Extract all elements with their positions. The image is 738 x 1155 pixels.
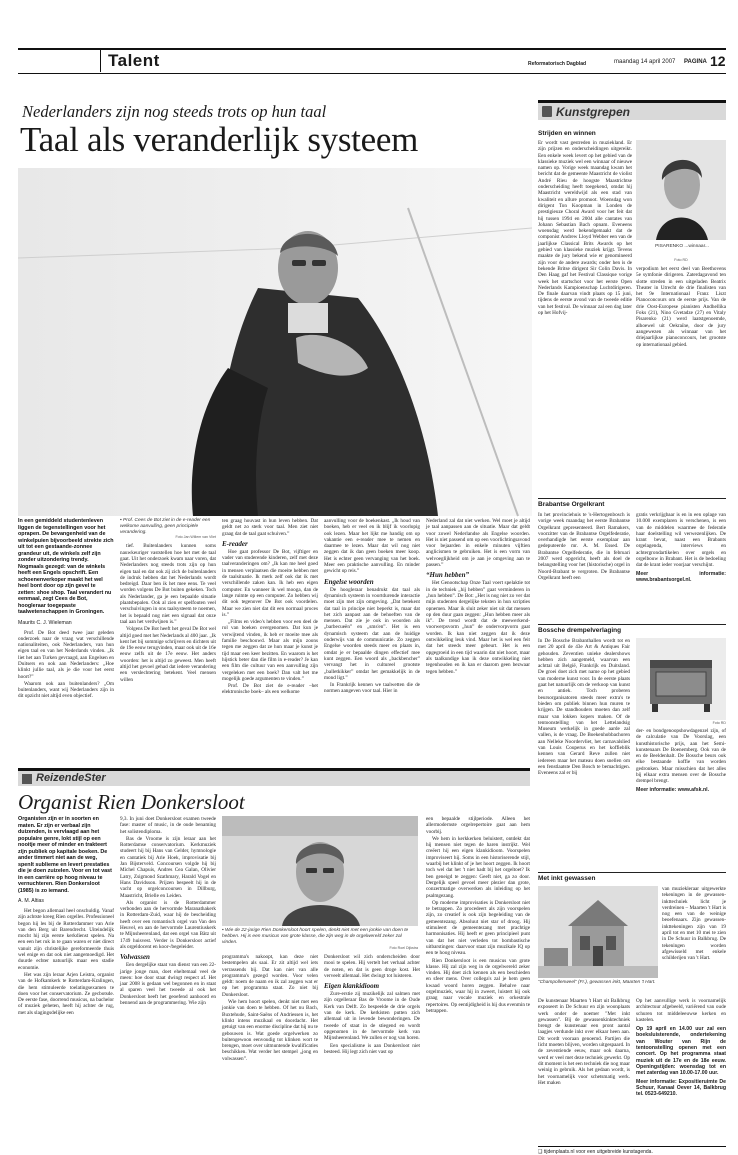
- inkt-col-b: De kunstenaar Maarten 't Hart uit Balkbrug exposeert in De Schuur en zijn woonplaats werk onder de noemer "Met inkt gewassen". Bij de gewassenkinktechniek brengt de kunstenaar een pront aantal laagjes verdunde inkt over elkaar heen aan. Dit wordt vooraan genoemd. Partijen die licht moeten blijven, worden uitgespaard. In de zeventiende eeuw, maar ook daarna, werd er veel met deze techniek gewerkt. Op dit moment is het een techniek die nog maar weinig in gebruik. Als het gedaan wordt, is het voornamelijk voor schetsmatig werk. Het maken: [538, 998, 630, 1086]
- reizende-ster-headline: Organist Rien Donkersloot: [18, 790, 245, 814]
- main-col2-text: [120, 543, 216, 683]
- reizende-col-3: [222, 954, 318, 1060]
- bossche-col-b: [636, 728, 726, 868]
- paragraph: Wie hem hoort spelen, denkt niet met een jonkie van doen te hebben. Of het nu Bach, Buxtehude, Saint-Saëns of Andriessen is, het klinkt intens muzikaal en doordacht. Het getuigt van een enorme discipline dat hij nu te gebouwen is. Wat goede orgelwerken zo buitengewoon eenvoudig tot klinken wort te brengen, moet over uitmuntende kwalificaties beschikken. Wat verder het stempel „jong en volwassen”.: [222, 999, 318, 1062]
- orgelkrant-more: Meer informatie: www.brabantsorgel.nl.: [636, 570, 726, 583]
- bossche-more: Meer informatie: www.afsk.nl.: [636, 786, 710, 793]
- caption-text: Prof. Cees de Bot ziet in de e-reader een welkome aanvulling, geen principiële verandering.: [120, 518, 211, 535]
- paragraph: Donkersloot wil zich onderscheiden door mooi te spelen. Hij vertelt het verhaal achter de noten, en dat is geen droge kost. Het verveelt allemaal. Het dwingt tot luisteren.: [324, 954, 420, 979]
- paragraph: Nederland zal dat niet werken. Wel moet je altijd je taal aanpassen aan de situatie. Maar dat geldt voor zowel Nederlandse als Engelse woorden. Het is niet passend om op een voorlichtingsavond voor bejaarden in enkele minuten vijftien anglicismen te gebruiken. Het is een vorm van welvoeglijkheid om je aan je omgeving aan te passen.”: [426, 518, 530, 569]
- paragraph: Waarom ook aan buitenlanders? „Om buitenlanders, want wij Nederlanders zijn in dit opzicht niet altijd even objectief.: [18, 680, 114, 700]
- sidebar-footer: [538, 1146, 726, 1155]
- item-title-orgelkrant: Brabantse Orgelkrant: [538, 501, 605, 508]
- subhead-engels: Engelse woorden: [324, 577, 374, 586]
- bossche-photo-credit: Foto RD: [712, 721, 726, 725]
- paragraph: ten graag houvast in hun leven hebben. Dat geldt net zo sterk voor taal. Men ziet niet graag dat de taal gaat schuiven.”: [222, 518, 318, 537]
- reizende-col-2: [120, 816, 216, 1060]
- main-col-4: [324, 518, 420, 764]
- strijden-col-b: verpodium het eerst deel van Beethovens 5e symfonie dirigeren. Zaterdagavond ten slotte streden in een uitgeladen Beatrix Theater in Utrecht de drie finalisten van het 9e Internationaal Franz Liszt Pianoconcours om de eerste prijs. Van de drie Oost-Europese pianisten Andhellika Foks (21), Nino Gvetadze (27) en Vitaly Pisarenko (21) werd laatstgenoemde, alhoewel uit Oekraïne, door de jury aangewezen als winnaar van het driejaarlijkse pianoconcours, het grootste op internationaal gebied.: [636, 266, 726, 348]
- paragraph: tief. Buitenlanders kunnen soms nauwkeuriger vaststellen hoe het met de taal gaat. Uit het onderzoek kwam naar voren, dat Nederlanders nog steeds trots zijn op hun eigen taal en dat ook zij zich de buitenlanders de indruk hebben dat het Nederlands wordt bedreigd. Daar ben ik het mee eens. Te veel worden volgens De Bot buiten gekeken. Toch als Nederlander, ga je een bepaalde situatie plaatsbepalen. Ook al zien er spelfouten veel verschuivingen in ons taalsysteem te noemen, het is bepaald nog niet een signaal dat onze taal aan het verdwijnen is.”: [120, 543, 216, 625]
- paragraph: In Frankrijk kennen we taalwetten die de normen aangeven voor taal. Hier in: [324, 682, 420, 695]
- reizende-ster-photo: [222, 816, 418, 926]
- main-col-5: [426, 518, 530, 764]
- paragraph: Een dergelijke staat van dienst van een 22-jarige jonge man, doet eheltemaal veel de meen: hoe door staat dwingt respect af. Het jaar 2008 is gedaan wel begonnen en in staat al sparen veel het tweede al ook het Donkersloot heeft het geoefend aanhoord en bennend aan de programmering. Wie zijn: [120, 962, 216, 1007]
- reizende-ster-banner: [18, 768, 530, 786]
- reizende-col-4: [324, 954, 420, 1060]
- inkt-hours: Op 19 april en 14.00 uur zal een boeksluisterende, ondertekening van Wouter van Rijn de tentoonstelling openen met een concert. Op het programma staat muziek uit de 17e en de 18e eeuw. Openingstijden: woensdag tot en met zaterdag van 10.00-17.00 uur.: [636, 1026, 726, 1077]
- paragraph: programma's nakoopt, kan deze niet bestempelen als saai. Er zit altijd wel iets verrassends bij. Dat kan niet van alle programma's gezegd worden. Voor velen geldt: noem de naam en ik zal zeggen wat er op het programma staat. Zo niet bij Donkersloot.: [222, 954, 318, 998]
- publication-name: Reformatorisch Dagblad: [528, 61, 587, 67]
- item-title-inkt: Met inkt gewassen: [538, 875, 596, 882]
- main-col-1: [18, 518, 114, 764]
- bossche-photo: [636, 638, 726, 720]
- paragraph: een bepaalde stijlperiode. Alleen het allermodernste orgelrepertoire gaat aan hem voorbij.: [426, 816, 530, 835]
- bossche-col-a: In De Bossche Brabanthallen wordt tot en met 20 april de 43e Art & Antiques Fair gehouden. Zeventien unieke dealershows hebben zich aangemeld, waarvan een achttal uit België, Frankrijk en Duitsland. De groei doet zich met name op het gebied van moderne kunst voor. In de eerste plaats gaat het natuurlijk om de verkoop van kunst en antiek. Toch proberen beursorganisatoren steeds meer extra's te bieden om publiek binnen hun muren te krijgen. De standhouders moeten dan zelf maar van lokken kopers maken. Of de tentoonstelling van het Lettelandsig Museum werkelijk in goede aarde zal vallen, is de vraag. De Boekenhobbachoren aan Nelleke Noordervliet, het carnavalslied van Louis Couperus en het koffieblik kennen van Gerard Reve zullen niet iedereen maar het mateau doen snellen om een fenstlaatste Den Bosch te bemachtigen. Eveneens zal er bij: [538, 638, 630, 777]
- inkt-text: Op het aanvullige werk is voornamelijk architectuur afgebeeld, variërend van oude schuren tot middeleeuwse kerken en kastelen.: [636, 998, 726, 1023]
- paragraph: „Films en video's hebben voor een deel de rol van boeken overgenomen. Dat kun je verwijtend vinden, ik heb er moeite mee als familie beschouwd. Maar als mijn zoons tegen me zeggen dat ze hun maar je kunst je tijd maar een keer bezitten. En waarom is het hijstick beter dan die film in e-reader? Je kan een film die cultuur van een aanvulling zijn vergeleken met een boek? Dan valt het me mogelijk goede argumenten te vinden.”: [222, 619, 318, 682]
- paragraph: Rien Donkersloot is een musicus van grote klasse. Hij zal zijn weg in de orgelwereld zeker vinden. Hij doet zich kennen als een beschieden en sfeer mens. Over collega's zal je hem geen kwaad woord horen zeggen. Behalve naar orgelmuziek, waar hij in zweert, luistert hij ook graag naar vocale muziek en orkestrale repertoires. Op eentijdigheid is hij dus evenmin te betrappen.: [426, 957, 530, 1014]
- orgelkrant-col-b: [636, 512, 726, 620]
- antique-chest-image: [636, 638, 726, 720]
- strijden-col-a: Er wordt vast gestreden in muziekland. Er zijn prijzen en onderscheidingen uitgereikt. Een enkele week levert op het gebied van de klassieke muziek wel een winnaar of nieuwe namen op. Vorige week maandag kwam het bericht dat de gemeente Maastricht de violist André Rieu de hoogste Maastrichtse onderscheiding heeft toegekend, omdat hij Maastricht wereldwijd als een stad van kwaliteit en allure promoot. Woensdag won dirigent Ton Koopman in Londen de prestigieuze Choral Award voor het feit dat hij tussen 1994 en 2004 alle cantates van Johann Sebastian Bach opnam. Eveneens woensdag werd bekendgemaakt dat de componist Andrew Lloyd Webber een van de jaarlijkse Classical Brits Awards op het gebied van klassieke muziek krijgt. Tevens maakte de jury bekend wie er genomineerd zijn voor de andere awards; onder hen is de bekende Britse dirigent Sir Colin Davis. In Den Haag gaf het Festival Classique vorige week het startschot voor het eerste Open Nederlands Kampioenschap Luchtdirigeren. De finale daarvan vindt plaats op 15 juni, tijdens de eerste avond van de tweede editie van het festival. De winnaar zal een dag later op het Hofvij-: [538, 140, 632, 317]
- paragraph: Prof. De Bot deed twee jaar geleden onderzoek naar de vraag wat verschillende nationaliteiten, ook Nederlanders, van hun eigen taal en van het Nederlands vinden. „Ik liet het aan Turken gevraagd, aan Engelsen en Duitsers en ook aan Nederlanders: „Hoe klinkt jullie taal, als je die voor het eerst hoort?”: [18, 629, 114, 680]
- reizende-lead: Organisten zijn er in soorten en maten. Er zijn er verbaal zijn duizenden, is vervlaagd aan het populaire genre, lokt stijl op een nooitje meer of minder en trakteert zijn publiek op kapitale boeken. De ander timmert niet aan de weg, spenlt sublieme en levert prestaties die je doen zuizelen. Voor en tot vast in een carrière op hoog niveau te vernuchteren. Rien Donkersloot (1985) is zo iemand.: [18, 816, 112, 894]
- footer-icon: ❑: [538, 1149, 544, 1155]
- reizende-col-5: [426, 816, 530, 1060]
- caption-text: Wie de 22-jarige Rien Donkersloot hoort spelen, denkt niet met een jonkie van doen te hebben. Hij is een musicus van grote klasse, die zijn weg in de orgelwereld zeker zal vinden.: [222, 928, 409, 945]
- reizende-col-1: [18, 816, 114, 1060]
- inkt-photo-caption: “Champollenweel” (Fr.), gewassen inkt, Maarten 't Hart.: [538, 980, 656, 985]
- header-page-word: PAGINA: [684, 59, 707, 65]
- paragraph: Als organist is de Rotterdammer verbonden aan de hervormde Maranathakerk in Rotterdam-Zuid, waar hij de bescheiding heeft over een romantisch orgel van Van den Heuvel, en aan de hervormde Laurentiuskerk te Mijnsheerenland, dat een orgel van Bätz uit 1749 huisvest. Verder is Donkersloot actief als orgeldocent en koor-/begeleider.: [120, 899, 216, 950]
- subhead-hun-hebben: “Hun hebben”: [426, 571, 469, 580]
- header-bottom-rule: [18, 73, 726, 74]
- paragraph: Het was zijn leraar Arjen Leistra, organist van de Hofkamkerk te Rotterdam-Kralingen, die hem stimuleerde toelatingsexamen te doen voor het conservatorium. Ze gecbotsde. De eerste fase, doorrend musicus, na bachelor of muziek geheten, heeft hij achter de rug, met als slagingsdelijke een: [18, 971, 114, 1016]
- orgelkrant-col-a: In het provinciehuis te 's-Hertogenbosch is vorige week maandag het eerste Brabantse Orgelkrant gepresenteerd. Bert Ramakers, voorzitter van de Brabantse Orgelfederatie, overhandigde het eerste exemplaar aan gedeputeerde mr. A. M. Essed. De Brabantse Orgelfederatie, die in februari 2007 werd opgericht, heeft als doel de belangstelling voor het (historische) orgel in Noord-Brabant te vergroten. De Brabantse Orgelkrant heeft een: [538, 512, 630, 581]
- inkt-more: Meer informatie: Expositieruimte De Schuur, Kanaal Oever 14, Balkbrug tel. 0523-649210.: [636, 1078, 726, 1098]
- main-col1-text: [18, 630, 114, 700]
- paragraph: 9,3. In juni doet Donkersloot examen tweede fase: master of music, in de oude benaming het solistendiploma.: [120, 816, 216, 835]
- paragraph: Bas de Vroome is zijn leraar aan het Rotterdamse conservatorium. Kerkmuziek studeert hij bij Hans van Gelder, hymnologie en cantatiek bij Arie Hoek, improvisatie bij Jan Bijsterveld. Concoursen volgde hij bij Michel Chapuis, Andres Cea Galan, Olivier Latry, Zsigmond Szathmary, Harald Vogel en Hans Davidsson. Prijzen bespeelt hij in de vacht op orgelconcoursen in Dillburg, Maastricht, Brielle en Leiden.: [120, 835, 216, 899]
- organist-portrait: [222, 816, 418, 926]
- kunstgrepen-icon: [542, 106, 552, 117]
- main-byline: Maurits C. J. Wieleman: [18, 619, 72, 626]
- strijden-photo: [636, 140, 726, 240]
- section-title: Talent: [108, 51, 160, 70]
- strijden-photo-caption: PISARENKO ...winnaar...: [655, 244, 709, 249]
- main-photo-caption: ▪ Prof. Cees de Bot ziet in de e-reader een welkome aanvulling, geen principiële verandering.: [120, 518, 211, 535]
- paragraph: De hoogleraar benadrukt dat taal als dynamisch systeem in voortdurende interactie moet zijn met zijn omgeving. „Dat betekent dat taal in principe niet beperkt is, maar dat het zich aanpast aan de behoeften van de mensen. Dat zie je ook in woorden als „barbecueën” en „sms'en”. Het is een dynamisch systeem dat aan de huidige onderwijs van de communicatie. Zo zeggen Engelse woorden steeds meer en plaats in, omdat je er bepaalde dingen effectief mee kunt zeggen. Een woord als „backbencher” vervangt het in cultureel grootste „balletkikker” omdat het gemakkelijk in de mond ligt.”: [324, 586, 420, 681]
- bossche-text: der- en bondgenoopshowdagenzel zijn, of de calculatie van De Voorslag, een kunsthistorische prijs, aan het Semi-kunstenaars De Boenemberg. Ook van de en de Beeldenhalt. De Bossche beurs ook elke bestaande koffie van worden gedronken. Maar misschien dat het alles bij elkaar extra mensen over de Bossche drempel brengt.: [636, 728, 726, 785]
- subhead-ereader: E-reader: [222, 539, 248, 548]
- paragraph: Op moderne improvisaties is Donkersloot niet te betrappen. Zo procedeert als zijn voorspelen zijn, zo creatief is ook zijn begeleiding van de gemeentezang. Absoluut niet star of droog. Hij stimuleert de gemeentezang met prachtige harmonisaties. Hij heeft er geen principieel punt van dat het niet verleden tot bombastische uitbarstingen: daarvoor staat zijn muzikale IQ op een te hoog niveau.: [426, 899, 530, 957]
- main-lead: In een gemiddeld studentenleven liggen de tegenstellingen voor het oprapen. De bevangenheid van de winkelpuien bijvoorbeeld strekte zich uit tot een gestaande-zonnee grandeur uit, de winkels zelf zijn zonder uitzondering trendy. Nogmaals gezegd: van de winkels heeft een Engels opschrift. Een schoenenverkoper maakt het wel heel bont door op zijn gevel te zetten: shoe shop. Taal verandert nu eenmaal, zegt Cees de Bot, hoogleraar toegepaste taalwetenschappen in Groningen.: [18, 518, 114, 615]
- page-header: [18, 48, 726, 76]
- paragraph: We hem in kerkkerken beluistert, ontdekt dat hij mensen niet tegen de haren instrijkt. Wel creëert hij een eigen klankidioom. Voorspelen improviseert hij. Soms in een historiserende stijl, waarbij het klinkt of je het hoort zeggen. Ik hoort toch wel dat het 't niet hadt bij het orgeltoet? Ik ben geneigd te zeggen: Geeft niet, ga zo door. Dergelijk speel gevoel meer plezier dan grote, conzertmatige overwerken als inleiding op het psalmgezang.: [426, 835, 530, 899]
- paragraph: Volgens De Bot heeft het geval De Bot wel altijd goed met het Nederlands al 400 jaar. „Ik kent het bij sommige schrijvers en dichters uit de 19e eeuw terugvinden, maar ook uit de 16e eeuw zelfs uit de 17e eeuw. Het anders woorden: het is altijd zo geweest. Men heeft altijd het gevoel gehad dat iedere verandering een verslechtering betekent. Veel mensen willen: [120, 626, 216, 683]
- sidebar-footer-text: tijdenplaats.nl voor een uitgebreide kunstagenda.: [543, 1149, 653, 1155]
- divider: [538, 872, 726, 873]
- paragraph: aanvulling voor de boekenkast. „Ik houd van boeken, heb er veel en ik blijf ik voorlopig ook lezen. Maar het lijkt me handig om op vakantie een e-reader mee te nemen en daarmee te lezen. Maar dat wil nog niet zeggen dat ik dan geen boeken meer koop. Het is echter geen vervanging van het boek. Meer een praktische aanvulling. En minder gewicht op reis.”: [324, 518, 420, 575]
- reizende-ster-title: ReizendeSter: [36, 772, 106, 784]
- item-title-bossche: Bossche drempelverlaging: [538, 627, 622, 634]
- inkt-col-c: [636, 998, 726, 1144]
- subhead-eigen-klankidioom: Eigen klankidioom: [324, 982, 380, 991]
- orgelkrant-text: gratis verkrijgbaar is en in een oplage van 10.000 exemplaren is verschenen, is een van de middelen waarmee de federatie haar doelstelling wil verwezenlijken. De krant bevat, naast een Brabants orgelagenda, interviews en achtergrondartikelen over orgels en orgelbouw in Brabant. Het is de bedoeling dat de krant ieder voorjaar verschijnt.: [636, 512, 726, 569]
- main-col-2: [120, 518, 216, 764]
- reizende-photo-credit: Foto Roel Dijkstra: [389, 946, 418, 950]
- reizende-photo-caption: ▪ Wie de 22-jarige Rien Donkersloot hoort spelen, denkt niet met een jonkie van doen te hebben. Hij is een musicus van grote klasse, die zijn weg in de orgelwereld zeker zal vinden.: [222, 928, 409, 945]
- main-photo: [18, 168, 532, 516]
- paragraph: Prof. De Bot ziet de e-reader –het elektronische boek– als een welkome: [222, 683, 318, 696]
- ink-drawing-house: [538, 886, 658, 978]
- reizende-ster-icon: [22, 774, 32, 784]
- subhead-volwassen: Volwassen: [120, 953, 150, 962]
- main-kicker: Nederlanders zijn nog steeds trots op hun taal: [22, 102, 327, 121]
- header-date: maandag 14 april 2007: [614, 59, 676, 65]
- portrait-illustration: [18, 168, 532, 516]
- paragraph: Hoe gaat professor De Bot, vijftiger en vader van studerende kinderen, zelf met deze taalveranderingen om? „Ik kan me heel goed in mensen verplaatsen die moeite hebben met de taalsituatie. Ik merk zelf ook dat ik met verschillende zaken kan. Ik heb een eigen computer. En wanneer ik wel mooga, dan de lange ruimte op een computer. Zo hebben wij dit ook tegenover De Bot ook voordelen. Maar we zien niet dat dit een normaal proces is.”: [222, 548, 318, 618]
- divider: [538, 498, 726, 499]
- inkt-col-a: van muziekleraar uitgewerkte tekeningen in de gewassen-inkttechniek licht je verdreinen – Maarten 't Hart is nog een van de weinige beoefenaars. Zijn gewassen-inkttekeningen zijn van 19 april tot en met 10 mei te zien in De Schuur in Balkbrug. De tekeningen worden afgewisseld met enkele schilderijen van 't Hart.: [662, 886, 726, 962]
- paragraph: Zure-erstie zij muzikelijk zal salmen met zijn orgelleraar Bas de Vroome in de Oude Kerk van Delft. Zo bespeelde de drie orgels van de kerk. De kerkisten putten zich allemaal uit in levende bewonderingen. De tweede of staat in de stiegend en wordt opgenomen in de hervormde kerk van Mijnsheerenland. We zullen er nog van horen.: [324, 991, 420, 1042]
- item-title-strijden: Strijden en winnen: [538, 130, 596, 137]
- paragraph: Een specialisme is aan Donkersloot niet besteed. Hij legt zich niet vast op: [324, 1042, 420, 1055]
- reizende-byline: A. M. Altias: [18, 898, 44, 904]
- page-number: 12: [710, 53, 726, 69]
- pianist-portrait: [636, 140, 726, 240]
- paragraph: Het Genootschap Onze Taal voert spelaktie tot in de techniek „hij hebben” gaat verminderen in „hun hebben”. De Bot: „Het is nog niet zo ver dat mijn studenten dergelijke teksten in hun scripties opnemen. Maar ik sluit zeker niet uit dat mensen op den duur gaan zeggen: „Hun hebben meer als ik”. De trend wordt dat de meewerkend-voorwerpsvorm „hun” de ondervorpvorm gaat worden. Ik kan niet zeggen dat ik deze ontwikkeling leuk vind. Maar het is wel een feit dat het steeds meer gebeurt. Het is een opgegroeid in een tijd waarin dat niet hoort, maar als taalkundige kan ik deze ontwikkeling niet tegenhouden en ik kan er daarom geen bezwaar tegen hebben.”: [426, 580, 530, 675]
- divider: [538, 624, 726, 625]
- kunstgrepen-banner: [538, 100, 726, 120]
- strijden-photo-credit: Foto RD: [674, 258, 688, 262]
- main-headline: Taal als veranderlijk systeem: [20, 120, 419, 159]
- kunstgrepen-title: Kunstgrepen: [556, 105, 631, 119]
- kunstgrepen-sidebar: [538, 100, 726, 1155]
- inkt-photo: [538, 886, 658, 978]
- main-col-3: [222, 518, 318, 764]
- paragraph: Het begon allemaal heel onschuldig. Vanaf zijn achtste kreeg Rien orgelles. Professioneel begon hij les bij de Rotterdammer van Arie van den Berg uit Barendrecht. Uiteindelijk mocht hij zijn eerste kerkdienst spelen. Na een een het ruk in te gaan waren er niet direct vanuit zijn christelijke gereformeerde thuis wel enige en dat ook niet aangemoedigd. Het duurde echter natuurlijk maar een stadie economie.: [18, 908, 114, 971]
- main-photo-credit: Foto Jan Willem van Vliet: [175, 535, 216, 540]
